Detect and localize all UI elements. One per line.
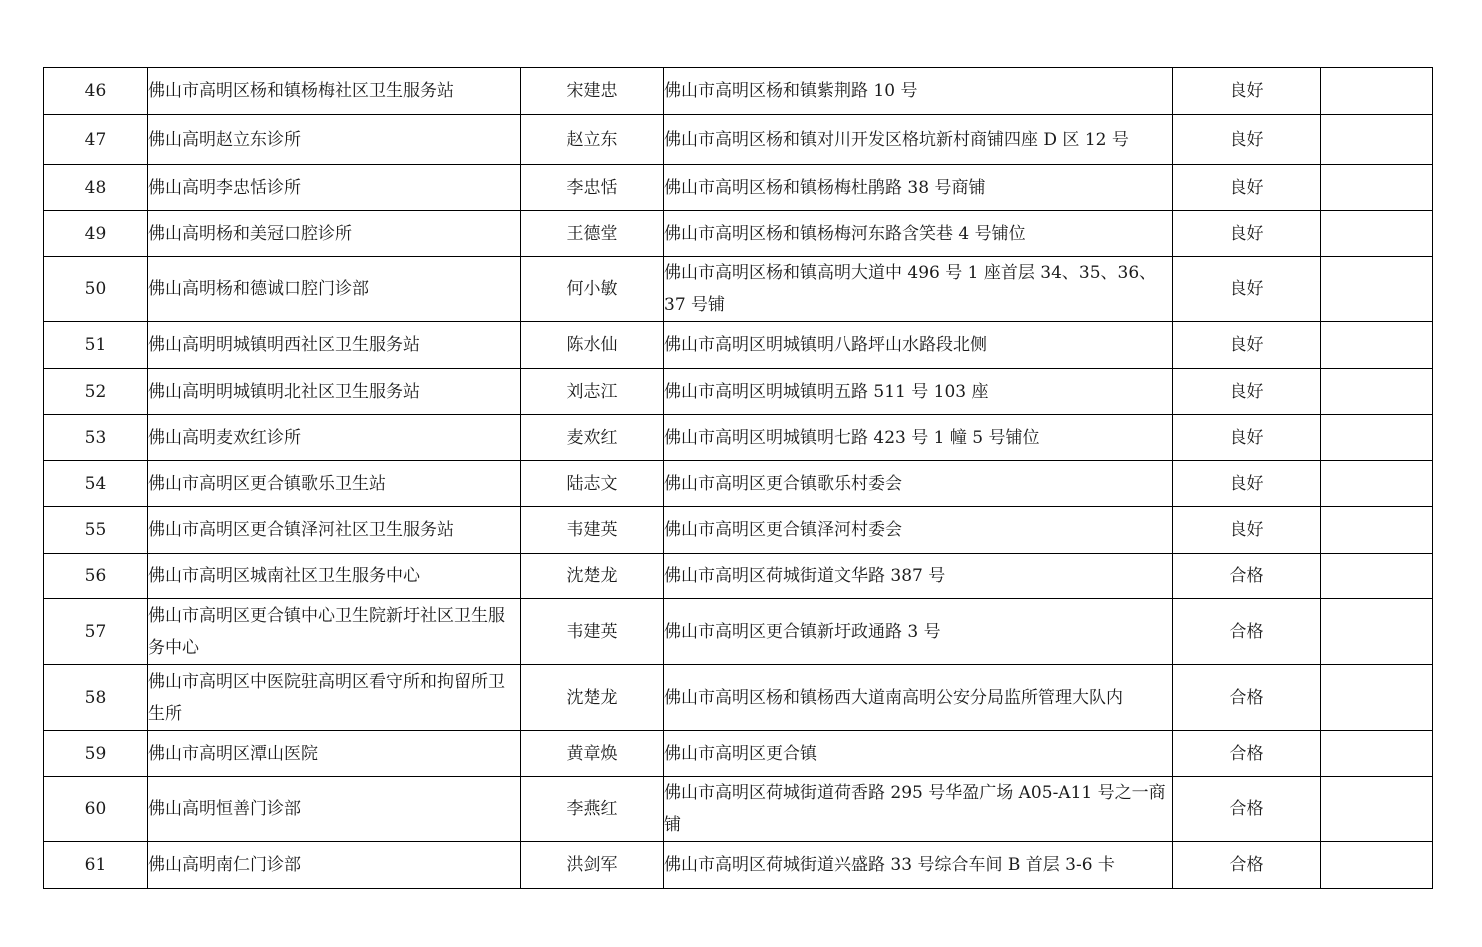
institution-name-cell: 佛山高明南仁门诊部 — [148, 842, 521, 889]
note-cell — [1321, 211, 1433, 257]
rating-cell: 合格 — [1173, 599, 1321, 665]
row-number-cell: 47 — [44, 115, 148, 165]
rating-cell: 良好 — [1173, 369, 1321, 415]
table-row — [44, 165, 1433, 211]
row-number-cell: 55 — [44, 507, 148, 554]
note-cell — [1321, 257, 1433, 322]
responsible-person-cell: 韦建英 — [521, 507, 664, 554]
institution-name-cell: 佛山高明赵立东诊所 — [148, 115, 521, 165]
row-number-cell: 56 — [44, 554, 148, 599]
rating-cell: 良好 — [1173, 461, 1321, 507]
note-cell — [1321, 507, 1433, 554]
note-cell — [1321, 165, 1433, 211]
row-number-cell: 59 — [44, 731, 148, 777]
institution-name-cell: 佛山市高明区城南社区卫生服务中心 — [148, 554, 521, 599]
address-cell: 佛山市高明区杨和镇对川开发区格坑新村商铺四座 D 区 12 号 — [664, 115, 1173, 165]
table-row — [44, 842, 1433, 889]
note-cell — [1321, 322, 1433, 369]
row-number-cell: 52 — [44, 369, 148, 415]
table-row — [44, 115, 1433, 165]
row-number-cell: 54 — [44, 461, 148, 507]
responsible-person-cell: 黄章焕 — [521, 731, 664, 777]
note-cell — [1321, 369, 1433, 415]
note-cell — [1321, 665, 1433, 731]
rating-cell: 良好 — [1173, 322, 1321, 369]
address-cell: 佛山市高明区杨和镇杨西大道南高明公安分局监所管理大队内 — [664, 665, 1173, 731]
institution-name-cell: 佛山市高明区杨和镇杨梅社区卫生服务站 — [148, 68, 521, 115]
responsible-person-cell: 刘志江 — [521, 369, 664, 415]
row-number-cell: 48 — [44, 165, 148, 211]
row-number-cell: 61 — [44, 842, 148, 889]
address-cell: 佛山市高明区更合镇新圩政通路 3 号 — [664, 599, 1173, 665]
responsible-person-cell: 何小敏 — [521, 257, 664, 322]
institution-name-cell: 佛山高明杨和德诚口腔门诊部 — [148, 257, 521, 322]
rating-cell: 良好 — [1173, 257, 1321, 322]
address-cell: 佛山市高明区明城镇明七路 423 号 1 幢 5 号铺位 — [664, 415, 1173, 461]
note-cell — [1321, 731, 1433, 777]
table-row — [44, 507, 1433, 554]
rating-cell: 良好 — [1173, 415, 1321, 461]
note-cell — [1321, 415, 1433, 461]
address-cell: 佛山市高明区杨和镇杨梅杜鹃路 38 号商铺 — [664, 165, 1173, 211]
address-cell: 佛山市高明区明城镇明八路坪山水路段北侧 — [664, 322, 1173, 369]
rating-cell: 合格 — [1173, 842, 1321, 889]
table-row — [44, 322, 1433, 369]
institution-name-cell: 佛山市高明区更合镇泽河社区卫生服务站 — [148, 507, 521, 554]
address-cell: 佛山市高明区更合镇歌乐村委会 — [664, 461, 1173, 507]
note-cell — [1321, 115, 1433, 165]
institution-name-cell: 佛山高明明城镇明西社区卫生服务站 — [148, 322, 521, 369]
note-cell — [1321, 68, 1433, 115]
rating-cell: 良好 — [1173, 211, 1321, 257]
table-row — [44, 369, 1433, 415]
responsible-person-cell: 陆志文 — [521, 461, 664, 507]
rating-cell: 良好 — [1173, 68, 1321, 115]
rating-cell: 合格 — [1173, 777, 1321, 842]
table-row — [44, 257, 1433, 322]
note-cell — [1321, 554, 1433, 599]
rating-cell: 合格 — [1173, 554, 1321, 599]
table-row — [44, 554, 1433, 599]
table-row — [44, 731, 1433, 777]
row-number-cell: 53 — [44, 415, 148, 461]
table-row — [44, 665, 1433, 731]
row-number-cell: 51 — [44, 322, 148, 369]
institution-name-cell: 佛山市高明区潭山医院 — [148, 731, 521, 777]
rating-cell: 良好 — [1173, 165, 1321, 211]
table-row — [44, 211, 1433, 257]
responsible-person-cell: 李燕红 — [521, 777, 664, 842]
note-cell — [1321, 461, 1433, 507]
institution-name-cell: 佛山市高明区中医院驻高明区看守所和拘留所卫生所 — [148, 665, 521, 731]
row-number-cell: 49 — [44, 211, 148, 257]
institution-name-cell: 佛山高明麦欢红诊所 — [148, 415, 521, 461]
records-sheet — [43, 67, 1432, 889]
rating-cell: 良好 — [1173, 115, 1321, 165]
table-row — [44, 777, 1433, 842]
rating-cell: 合格 — [1173, 665, 1321, 731]
responsible-person-cell: 麦欢红 — [521, 415, 664, 461]
address-cell: 佛山市高明区荷城街道文华路 387 号 — [664, 554, 1173, 599]
note-cell — [1321, 842, 1433, 889]
row-number-cell: 50 — [44, 257, 148, 322]
institution-name-cell: 佛山市高明区更合镇中心卫生院新圩社区卫生服务中心 — [148, 599, 521, 665]
address-cell: 佛山市高明区明城镇明五路 511 号 103 座 — [664, 369, 1173, 415]
institution-name-cell: 佛山高明恒善门诊部 — [148, 777, 521, 842]
responsible-person-cell: 韦建英 — [521, 599, 664, 665]
responsible-person-cell: 洪剑军 — [521, 842, 664, 889]
rating-cell: 良好 — [1173, 507, 1321, 554]
address-cell: 佛山市高明区杨和镇杨梅河东路含笑巷 4 号铺位 — [664, 211, 1173, 257]
table-row — [44, 68, 1433, 115]
institution-name-cell: 佛山高明杨和美冠口腔诊所 — [148, 211, 521, 257]
table-row — [44, 461, 1433, 507]
responsible-person-cell: 沈楚龙 — [521, 554, 664, 599]
note-cell — [1321, 599, 1433, 665]
row-number-cell: 60 — [44, 777, 148, 842]
institution-name-cell: 佛山高明李忠恬诊所 — [148, 165, 521, 211]
address-cell: 佛山市高明区更合镇泽河村委会 — [664, 507, 1173, 554]
address-cell: 佛山市高明区荷城街道兴盛路 33 号综合车间 B 首层 3-6 卡 — [664, 842, 1173, 889]
responsible-person-cell: 沈楚龙 — [521, 665, 664, 731]
rating-cell: 合格 — [1173, 731, 1321, 777]
table-row — [44, 415, 1433, 461]
institution-name-cell: 佛山市高明区更合镇歌乐卫生站 — [148, 461, 521, 507]
responsible-person-cell: 陈水仙 — [521, 322, 664, 369]
records-table — [43, 67, 1433, 889]
table-body — [44, 68, 1433, 889]
table-row — [44, 599, 1433, 665]
responsible-person-cell: 赵立东 — [521, 115, 664, 165]
row-number-cell: 57 — [44, 599, 148, 665]
address-cell: 佛山市高明区更合镇 — [664, 731, 1173, 777]
address-cell: 佛山市高明区杨和镇高明大道中 496 号 1 座首层 34、35、36、37 号铺 — [664, 257, 1173, 322]
row-number-cell: 46 — [44, 68, 148, 115]
row-number-cell: 58 — [44, 665, 148, 731]
responsible-person-cell: 王德堂 — [521, 211, 664, 257]
institution-name-cell: 佛山高明明城镇明北社区卫生服务站 — [148, 369, 521, 415]
address-cell: 佛山市高明区荷城街道荷香路 295 号华盈广场 A05-A11 号之一商铺 — [664, 777, 1173, 842]
note-cell — [1321, 777, 1433, 842]
address-cell: 佛山市高明区杨和镇紫荆路 10 号 — [664, 68, 1173, 115]
responsible-person-cell: 李忠恬 — [521, 165, 664, 211]
responsible-person-cell: 宋建忠 — [521, 68, 664, 115]
